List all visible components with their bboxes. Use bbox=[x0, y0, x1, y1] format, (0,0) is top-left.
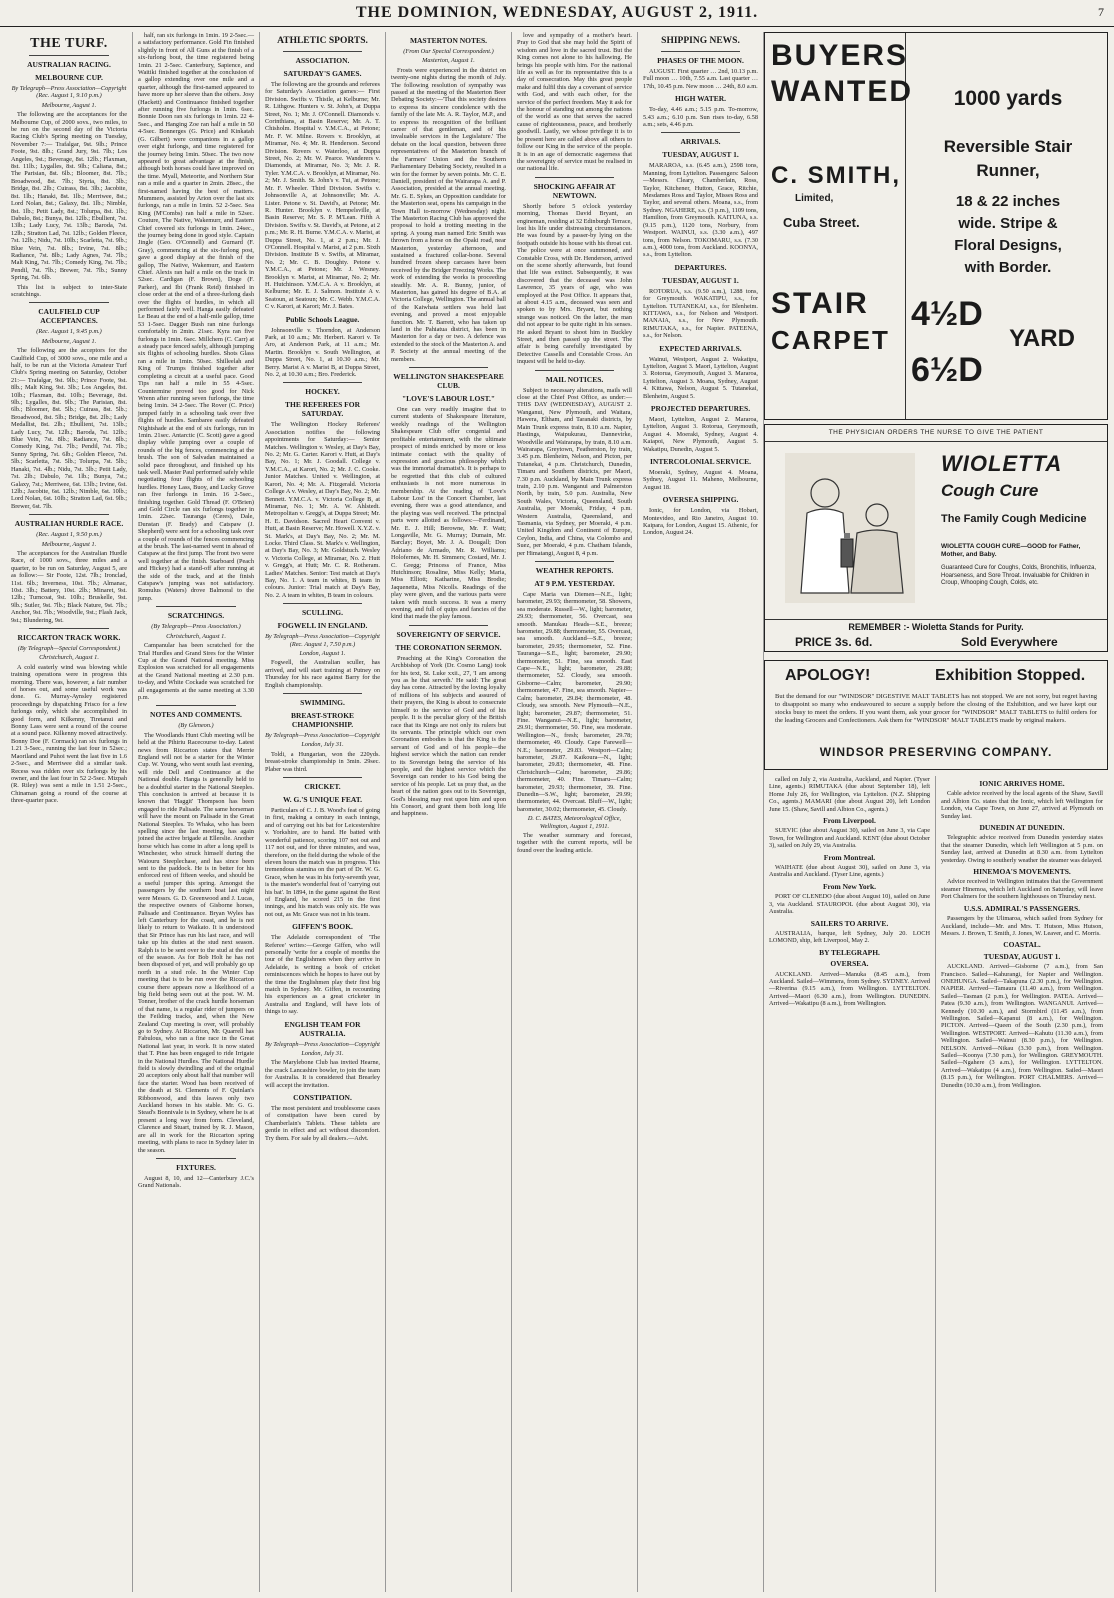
advert-limited: Limited, bbox=[795, 193, 834, 204]
advert-cuba-street: Cuba Street. bbox=[783, 215, 860, 230]
masthead bbox=[0, 0, 1114, 27]
article-body: called on July 2, via Australia, Auckland, and Napier. (Tyser Line, agents.) RIMUTAKA (due about September 18), left Home July 26, for Wellington, via Lyttelton. (N.Z. Shipping Co., agents.) MAMARI (due about August 20), left London June 15. (Shaw, Savill and Albion Co., agents.) bbox=[769, 776, 930, 813]
column-turf bbox=[6, 32, 133, 1592]
column-turf-continued bbox=[133, 32, 260, 1592]
subsection-heading: FOGWELL IN ENGLAND. bbox=[277, 621, 368, 631]
section-heading: From Liverpool. bbox=[823, 816, 876, 826]
article-body: Cape Maria van Diemen—N.E., light; barometer, 29.93; thermometer, 58. Showers, sea moderate. Russell—W., light; barometer, 29.93; thermometer, 56. Overcast, sea smooth. Manukau Heads—S.E., breeze; barometer, 29.88; thermometer, 55. Overcast, sea smooth. Auckland—S.E., breeze; barometer, 29.95; thermometer, 52. Fine. Tauranga—S.E., light; barometer, 29.90; thermometer, 51. Fine, sea smooth. East Cape—N.E., light; barometer, 29.88; thermometer, 52. Cloudy, sea smooth. Gisborne—Calm; barometer, 29.90; thermometer, 47. Fine, sea smooth. Napier—Calm; barometer, 29.84; thermometer, 48. Cloudy, sea smooth. New Plymouth—N.E., light; barometer, 29.87; thermometer, 51. Fine. Wanganui—N.E., light; barometer, 29.91; thermometer, 50. Fine, sea moderate. Wellington—N., fresh; barometer, 29.78; thermometer, 49. Cloudy. Cape Farewell—N.E.; barometer, 29.83. Westport—Calm; barometer, 29.87. Kaikoura—N., light; barometer, 29.83; thermometer, 48. Fine. Christchurch—Calm; barometer, 29.86; thermometer, 40. Fine. Timaru—Calm; barometer, 29.93; thermometer, 39. Fine. Dunedin—S.W., light; barometer, 29.99; thermometer, 44. Overcast. Bluff—W., light; barometer, 30.02; thermometer, 45. Cloudy. bbox=[517, 591, 632, 813]
signature: D. C. BATES, Meteorological Office, Wellington, August 1, 1911. bbox=[527, 815, 622, 830]
advert-exhibition: Exhibition Stopped. bbox=[935, 667, 1086, 684]
column-masterton bbox=[386, 32, 512, 1592]
article-body: Shortly before 5 o'clock yesterday morning, Thomas David Bryant, an engineman, residing at 32 Edinburgh Terrace, lost his life under distressing circumstances. He was found by a passer-by lying on the footpath outside his house with his throat cut. The police were at once summoned, and Constable Cross, with Dr. Henderson, arrived on the scene shortly afterwards, but found that life was extinct. Subsequently, it was discovered that the deceased was John Lawrence, 35 years of age, who was employed at the Post Office. It appears that, at about 4.15 a.m., deceased was seen and spoken to by Mrs. Bryant, but nothing strange was noticed. On the latter, the man did not appear to be quite right in his senses. He asked Bryant to shoot him in Buckley Street, and then passed up the street. The affair is being carefully investigated by Detective Cassells and Constable Cross. An inquest will be held to-day. bbox=[517, 202, 632, 366]
divider bbox=[156, 705, 236, 706]
article-body: Subject to necessary alterations, mails will close at the Chief Post Office, as under:— THIS DAY (WEDNESDAY), AUGUST 2. Wanganui, New Plymouth, and Waitara, Hawera, Eltham, and Taranaki districts, by Main Trunk express train, 8.10 a.m. Napier, Hastings, Waipukurau, Dannevirke, Woodville and Wairarapa, by train, 8.10 a.m. Wairarapa, Greytown, Featherston, by train, 3.45 p.m. Blenheim, Nelson, and Picton, per Tutanekai, 4 p.m. Christchurch, Dunedin, Timaru and Southern districts, per Maori, 7.30 p.m. Auckland, by Main Trunk express train, 2.10 p.m. Wanganui and Palmerston North, by train, 5.0 p.m. Australia, New South Wales, Victoria, Queensland, South Australia, per Moeraki, Friday, 4 p.m. Western Australia, Queensland, and Tasmania, via Sydney, per Moeraki, 4 p.m. United Kingdom and Continent of Europe, Ceylon, India, and China, via Colombo and Suez, per Moeraki, 4 p.m. Chatham Islands, per Himatangi, August 8, 4 p.m. bbox=[517, 386, 632, 557]
subsection-heading: HIGH WATER. bbox=[675, 94, 726, 104]
byline: By Telegraph—Press Association—Copyright (Rec. August 1, 9.10 p.m.) bbox=[11, 85, 127, 100]
advert-tagline: The Family Cough Medicine bbox=[941, 513, 1087, 525]
divider bbox=[29, 55, 109, 56]
subsection-heading: BREAST-STROKE CHAMPIONSHIP. bbox=[290, 711, 355, 730]
dateline: London, July 31. bbox=[301, 741, 344, 749]
section-heading: RICCARTON TRACK WORK. bbox=[17, 633, 121, 642]
dateline: Christchurch, August 1. bbox=[166, 632, 226, 640]
section-heading: CRICKET. bbox=[304, 782, 341, 792]
article-body: Passengers by the Ulimaroa, which sailed from Sydney for Auckland, include—Mr. and Mrs. T. Hutson, Miss Hutson, Messrs. J. Brown, T. Smith, J. Jones, W. Leaver, and C. Morris. bbox=[941, 915, 1103, 937]
article-body: One can very readily imagine that to current students of Shakespeare literature, weekly readings of the Wellington Shakespeare Club offer congenial and profitable entertainment, with the ultimate prospect of minds enriched by more or less intimate contact with the quality of expression and gracious philosophy which was the immortal dramatist's. It is perhaps to be regretted that this club of cultured enthusiasts is not more numerous in membership. At the reading of 'Love's Labour Lost' in the Concert Chamber, last evening, there was a good attendance, and the playing was well received. The principal parts were allotted as follows:—Ferdinand, Mr. E. J. Hill; Berowne, Mr. F. Watt; Longaville, Mr. G. Murray; Dumain, Mr. Barclay; Boyet, Mr. J. A. Dougall; Don Adriano de Armado, Mr. R. Williams; Holofernes, Mr. H. Simmers; Costard, Mr. J. C. Gregg; Princess of France, Miss Hutchinson; Rosaline, Miss Kelly; Maria, Miss Elliott; Katharine, Miss Brodie; Jaquenetta, Miss Nicolls. Readings of the play were given, and the various parts were taken with much success. It was a merry evening, and full of quips and fancies of the kind that made the play famous. bbox=[391, 406, 506, 621]
section-heading: IONIC ARRIVES HOME. bbox=[979, 779, 1065, 788]
article-body: Wainui, Westport, August 2. Wakatipu, Lyttelton, August 3. Maori, Lyttelton, August 3. Rotorua, Greymouth, August 3. Mararoa, Lyttelton, August 3. Moana, Sydney, August 4. Kittawa, Nelson, August 5. Tutanekai, Blenheim, August 5. bbox=[643, 355, 758, 400]
article-body: Toldi, a Hungarian, won the 220yds. breast-stroke championship in 3min. 29sec. Plaber was third. bbox=[265, 750, 380, 773]
advertisement-column bbox=[764, 32, 1108, 1592]
advert-price-1: 4½D bbox=[911, 295, 983, 333]
advert-desc: Guaranteed Cure for Coughs, Colds, Bronchitis, Influenza, Hoarseness, and Sore Throat. Invaluable for Children in Croup, Whooping Cough, Colds, etc. bbox=[941, 565, 1097, 586]
subsection-heading: Public Schools League. bbox=[285, 314, 360, 324]
byline: By Telegraph—Press Association—Copyright bbox=[265, 1040, 380, 1048]
divider bbox=[29, 302, 109, 303]
section-heading: EXPECTED ARRIVALS. bbox=[659, 343, 742, 353]
section-heading: NOTES AND COMMENTS. bbox=[150, 710, 242, 720]
article-body: AUSTRALIA, barque, left Sydney, July 20. LOCH LOMOND, ship, left Liverpool, May 2. bbox=[769, 929, 930, 945]
article-body: WAIHATE (due about August 30), sailed on June 3, via Australia and Auckland. (Tyser Line, agents.) bbox=[769, 864, 930, 879]
section-heading: WELLINGTON SHAKESPEARE CLUB. bbox=[393, 372, 504, 391]
article-body: The Marylebone Club has invited Hearne, the crack Lancashire bowler, to join the team for Australia. It is considered that Brearley will accept the invitation. bbox=[265, 1059, 380, 1089]
masthead-title: THE DOMINION, WEDNESDAY, AUGUST 2, 1911. bbox=[355, 4, 759, 21]
article-body: The weather summary and forecast, together with the current reports, will be found over the leading article. bbox=[517, 832, 632, 854]
article-body: SUEVIC (due about August 30), sailed on June 3, via Cape Town, for Wellington and Auckland. KENT (due about October 3), sailed on July 29, via Australia. bbox=[769, 827, 930, 850]
section-heading: BY TELEGRAPH. bbox=[819, 947, 880, 957]
windsor-advert bbox=[764, 660, 1108, 770]
article-body: PORT OF CLENEDO (due about August 10), sailed on June 3, via Auckland. STAUROPOL (due about August 30), via Australia. bbox=[769, 893, 930, 916]
column-athletic-sports bbox=[260, 32, 386, 1592]
dateline: Melbourne, August 1. bbox=[41, 101, 97, 109]
section-heading: FIXTURES. bbox=[176, 1162, 216, 1172]
subsection-heading: ENGLISH TEAM FOR AUSTRALIA. bbox=[284, 1019, 361, 1038]
divider bbox=[661, 51, 740, 52]
section-heading: SAILERS TO ARRIVE. bbox=[810, 918, 889, 928]
advert-buyers: BUYERS bbox=[771, 39, 909, 72]
article-body: ROTORUA, s.s. (9.50 a.m.), 1288 tons, for Greymouth. WAKATIPU, s.s., for Lyttelton. TUTANEKAI, s.s., for Blenheim. KITTAWA, s.s., for Nelson and Westport. MANAIA, s.s., for New Plymouth. RIMUTAKA, s.s., for Napier. PATEENA, s.s., for Nelson. bbox=[643, 287, 758, 340]
article-body: love and sympathy of a mother's heart. Pray to God that she may hold the Spirit of wisdom and love in the sacred trust. But the King comes not alone to his hallowing. He brings his people with him. For the national life as well as for its representative this is a day of consecration. May this great people make and fulfil this day a covenant of service with God, and with each other, for the service of the perfect freedom. May it ask for the honour of standing out among the nations of the world as one that serves the sacred cause of righteousness, peace, and brotherly goodwill. Lastly, we whose privilege it is to be present here are called above all others to follow our King in the service of the people. It is in an age of democratic eagerness that the sovereignty of service must be realised in our national life. bbox=[517, 32, 632, 173]
divider bbox=[156, 606, 236, 607]
section-heading: From Montreal. bbox=[823, 852, 876, 862]
subsection-heading: TUESDAY, AUGUST 1. bbox=[662, 275, 739, 285]
article-body: The Adelaide correspondent of 'The Referee' writes:—George Giffen, who will personally 'write for a couple of months the tour of the Englishmen when they arrive in Adelaide, is writing a book of cricket reminiscences which he hopes to have out by the time the Englishmen play their first big match in Sydney. Mr. Giffen, in recounting his experiences as a great cricketer in Australia and England, will have lots of things to say. bbox=[265, 934, 380, 1016]
article-body: AUCKLAND. Arrived—Gisborne (7 a.m.), from San Francisco. Sailed—Kahurangi, for Napier and Wellington. ONEHUNGA. Sailed—Takapuna (2.30 p.m.), for Wellington. NAPIER. Arrived—Tamaura (11.40 a.m.), from Wellington. Sailed—Tasman (2 p.m.), for Wellington. PATEA. Arrived—Patea (9.30 a.m.), from Wellington. WANGANUI. Arrived—Kennedy (10.30 a.m.), and Stormbird (11.45 a.m.), from Wellington. Sailed—Kapanui (8 a.m.), for Wellington. PICTON. Arrived—Queen of the South (2.30 p.m.), from Wellington. WESTPORT. Arrived—Kahutu (11.30 a.m.), from Wellington. Sailed—Wainui (8.30 p.m.), for Wellington. NELSON. Arrived—Nikau (3.30 p.m.), from Wellington. Sailed—Koonya (7.30 p.m.), for Wellington. GREYMOUTH. Sailed—Ngahere (3 a.m.), for Wellington. LYTTELTON. Arrived—Wakatipu (4 a.m.), from Wellington. Sailed—Maori (8.15 p.m.), for Wellington. PORT CHALMERS. Arrived—Dunedin (10.30 a.m.), from Wellington. bbox=[941, 963, 1103, 1089]
section-heading: MELBOURNE CUP. bbox=[35, 73, 103, 82]
advert-footer bbox=[765, 619, 1107, 652]
subsection-heading: OVERSEA. bbox=[830, 959, 869, 969]
columns bbox=[6, 32, 1108, 1592]
section-heading: INTERCOLONIAL SERVICE. bbox=[649, 457, 751, 467]
section-heading: CAULFIELD CUP ACCEPTANCES. bbox=[38, 307, 100, 326]
advert-price: PRICE 3s. 6d. bbox=[795, 635, 873, 649]
advert-runner: Runner, bbox=[976, 161, 1040, 180]
divider bbox=[409, 367, 488, 368]
section-heading: MAIL NOTICES. bbox=[545, 374, 604, 384]
byline: By Telegraph—Press Association—Copyright (Rec. August 1, 7.50 p.m.) bbox=[265, 633, 380, 648]
advert-wanted: WANTED bbox=[771, 75, 913, 108]
article-body: Advice received in Wellington intimates that the Government steamer Hinemoa, which left Auckland on Saturday, will leave Port Chalmers for the southern lighthouses on Thursday next. bbox=[941, 878, 1103, 901]
shipping-subcolumn-right bbox=[936, 776, 1108, 1592]
advert-stripe: wide. Stripe & bbox=[958, 215, 1058, 232]
section-heading: MASTERTON NOTES. bbox=[409, 36, 488, 45]
subsection-heading: AT 9 P.M. YESTERDAY. bbox=[534, 579, 615, 588]
advert-yards: 1000 yards bbox=[953, 87, 1063, 110]
advert-header: THE PHYSICIAN ORDERS THE NURSE TO GIVE THE PATIENT bbox=[765, 425, 1107, 442]
shipping-heading: SHIPPING NEWS. bbox=[661, 36, 740, 46]
advert-stair: STAIR bbox=[771, 287, 869, 320]
advert-carpet: CARPET bbox=[771, 325, 890, 355]
sports-heading: ATHLETIC SPORTS. bbox=[277, 36, 368, 46]
advert-smith: C. SMITH, bbox=[771, 162, 901, 189]
subsection-heading: THE CORONATION SERMON. bbox=[395, 642, 502, 652]
article-body: The most persistent and troublesome cases of constipation have been cured by Chamberlain's Tablets. These tablets are gentle in effect and act without discomfort. Try them. For sale by all dealers.—Advt. bbox=[265, 1105, 380, 1142]
article-body: The following are the acceptors for the Caulfield Cup, of 3000 sovs., one mile and a half, to be run at the Victoria Amateur Turf Club's Spring meeting on Saturday, October 21:— Trafalgar, 9st. 9lb.; Prince Foote, 9st. 8lb.; Malt King, 9st. 3lb.; Los Angeles, 8st. 10lb.; Flaxman, 8st. 10lb.; Beverage, 8st. 9lb.; Lygalles, 8st. 9lb.; The Parisian, 8st. 6lb.; Bloomer, 8st. 5lb.; Cuirass, 8st. 5lb.; Broadwood, 8st. 5lb.; Bridge, 8st. 2lb.; Lady Medallist, 8st. 2lb.; Ebullient, 7st. 13lb.; Lady Lucy, 7st. 12lb.; Baroda, 7st. 12lb.; Blue Vein, 7st. 8lb.; Radiance, 7st. 8lb.; Comedy King, 7st. 7lb.; Pendil, 7st. 7lb.; Sunny Spring, 7st. 6lb.; Golden Fleece, 7st. 5lb.; Scarletta, 7st. 5lb.; Tolurpa, 7st. 5lb.; Hanaki, 7st. 4lb.; Nidu, 7st. 3lb.; Petit Lady, 7st. 2lb.; Dabulo, 7st. 1lb.; Bunya, 7st.; Galaxy, 7st.; Merriwee, 6st. 13lb.; Irvine, 6st. 12lb.; Jacobite, 6st. 12lb.; Nimble, 6st. 10lb.; Lord Nolan, 6st. 10lb.; Stratton Lad, 6st. 9lb.; Brewer, 6st. 7lb. bbox=[11, 347, 127, 510]
article-body: Preaching at the King's Coronation the Archbishop of York (Dr. Cosmo Lang) took for his text, St. Luke xxii., 27, 'I am among you as he that serveth.' He said: The great day has come. Attracted by the loving loyalty of millions of his subjects and assured of their prayers, the King is about to consecrate himself to the service of God and of his people. It is the peculiar glory of the British race that its Kings are not only its rulers but its servants. The principle which our own Coronation embodies is that the King is the servant of God and of his people—the highest service which the nation can render to its Sovereign being the service of his people, and the highest service which the Sovereign can render to his God being the service of his people. Let us pray that, as the heart of the nation goes out to its Sovereign, God's blessing may rest upon him and upon his Consort, and grant them both long life and happiness. bbox=[391, 654, 506, 818]
shipping-subcolumns bbox=[764, 776, 1108, 1592]
nurse-illustration bbox=[785, 453, 915, 603]
section-heading: OVERSEA SHIPPING. bbox=[662, 495, 739, 505]
byline: (By Gleneon.) bbox=[178, 722, 214, 730]
article-body: Campanular has been scratched for the Trial Hurdles and Grand Sires for the Winter Cup at the Grand National meeting. Miss Explosion was scratched for all engagements at the Grand National meeting at 2.30 p.m. to-day, and White Cockade was scratched for all engagements at the same meeting at 3.30 p.m. bbox=[138, 642, 254, 701]
section-heading: HOCKEY. bbox=[305, 387, 340, 397]
article-body: The Woodlands Hunt Club meeting will be held at the Pihiriu Racecourse to-day. Latest news from Riccarton states that Merrie England will not be a starter for the Winter Cup. W. Young, who went south last evening, will ride Dell and Continuance at the National double. Hanga is generally held to be a doubtful starter in the National Steeples. This conclusion is arrived at because it is known that 'Haggit' Thompson has been engaged to ride Palisade. The same horseman will have the mount on Palisade in the Great National Steeples. To Whaka, who has been spelling since the last meeting, has again joined the active brigade at Ellerslie. Another horse which has come in after a long spell is Winchester, who struck himself during the Waiouru Steeplechase, and has since been sent to the paddock. He is in better for his enforced rest of fifteen weeks, and should be a useful jumper this spring. Amongst the passengers by the southern boat last night were Messrs. G. D. Greenwood and J. Lucas, the respective owners of Gisborne horses, Palisade and Continuance. Bryan Wyles has left Canterbury for the coast, and he is not likely to return to Waikato. It is understood that Sir Prince has run his last race, and will take up his duties at the stud next season. Ralph is to be sent over to the stud at the end of the season. As for Bob Holt he has not been disposed of yet, and will probably go up north in a stud role. In the Winter Cup meeting that is to be run over the Riccarton course there appears now a likelihood of a big field being seen out at the post. W. M. Tonner, brother of the crack hurdle horseman of that name, is a regular rider of jumpers on the Feilding tracks, and, when the New Zealand Cup meeting is over, will probably go to Sydney. At Riccarton, Mr. Quarrell has Fabulous, who ran a fine race in the Great National last year, in work. It is now stated that T. Pine has been engaged to ride Irrigate in the National Hurdles. The National Hurdle field is slowly dwindling and of the original 20 acceptors only about half that number will face the starter. Wood has been received of the death at St. Clements of F. Quinlan's Ribbonwood, and this leaves only two Auckland horses in his stable. Mr. G. G. Stead's Bonnivale is in Sydney, where he is at present a long way from form. Cleveland, Clarence and Stuart, trained by R. J. Mason, are all in work for the Riccarton spring meeting, with plans to race in Sydney later in the season. bbox=[138, 731, 254, 1154]
section-heading: WEATHER REPORTS. bbox=[535, 566, 614, 575]
advert-company: WINDSOR PRESERVING COMPANY. bbox=[819, 745, 1053, 759]
section-heading: ASSOCIATION. bbox=[295, 56, 350, 65]
divider bbox=[29, 628, 109, 629]
section-heading: SOVEREIGNTY OF SERVICE. bbox=[396, 629, 501, 639]
article-body: AUCKLAND. Arrived—Manuka (8.45 a.m.), from Auckland. Sailed—Wimmera, from Sydney. SYDNEY. Arrived—Riverina (9.15 a.m.), from Wellington. LYTTELTON. Arrived—Maori (6.30 a.m.), from Wellington. DUNEDIN. Arrived—Wakatipu (8 a.m.), from Wellington. bbox=[769, 970, 930, 1008]
section-heading: AUSTRALIAN HURDLE RACE. bbox=[14, 519, 124, 529]
stair-carpet-advert bbox=[764, 32, 1108, 420]
article-body: The acceptances for the Australian Hurdle Race, of 1000 sovs., three miles and a quarter, to be run on Saturday, August 5, are as follow:— Sir Foote, 12st. 7lb.; Ironclad, 11st. 6lb.; Inverness, 10st. 7lb.; Almanac, 10st. 3lb.; Battery, 10st. 2lb.; Minaret, 9st. 12lb.; Turncoat, 9st. 10lb.; Bruskelle, 9st. 9lb.; Sutler, 9st. 7lb.; Black Nature, 9st. 7lb.; Anchor, 9st. 7lb.; Woodville, 9st.; Flash Jack, 9st.; Blundering, 9st. bbox=[11, 549, 127, 624]
advert-sub: WIOLETTA COUGH CURE—GOOD for Father, Mother, and Baby. bbox=[941, 543, 1081, 558]
advert-runner-type: Reversible Stair bbox=[943, 137, 1073, 156]
advert-apology: APOLOGY! bbox=[785, 667, 871, 684]
subsection-heading: PHASES OF THE MOON. bbox=[657, 56, 744, 65]
subsection-heading: GIFFEN'S BOOK. bbox=[292, 922, 353, 932]
subsection-heading: CONSTIPATION. bbox=[293, 1093, 352, 1103]
advert-body: But the demand for our "WINDSOR" DIGESTIVE MALT TABLETS has not stopped. We are not sorry, but regret having to disappoint so many who endeavoured to secure a supply before the closing of the Exhibition, and we have kept our stocks busy to meet the orders. If you want them, ask your grocer for "WINDSOR" MALT TABLETS to fulfil orders for the leading Grocers and Confectioners. Ask them for "WINDSOR" MALT TABLETS made by original makers. bbox=[775, 693, 1097, 724]
turf-heading: THE TURF. bbox=[30, 36, 108, 51]
divider bbox=[156, 1158, 236, 1159]
byline: By Telegraph—Press Association—Copyright bbox=[265, 732, 380, 740]
article-body: To-day, 4.46 a.m.; 5.15 p.m. To-morrow, 5.43 a.m.; 6.10 p.m. Sun rises to-day, 6.58 a.m.; sets, 4.46 p.m. bbox=[643, 106, 758, 129]
article-body: Frosts were experienced in the district on twenty-one nights during the month of July. The following resolution of sympathy was passed at the meeting of the Masterton Beer Debating Society:—'That this society desires to express its sincere condolence with the family of the late Mr. A. R. Taylor, M.P., and to express its recognition of the brilliant career of that gentleman, and of his invaluable services in the Legislature.' The debate on the local question, between three representatives of the Masterton branch of the Farmers' Union and the Southern Parliamentary Debating Society, resulted in a win for the former by seven points. Mr. C. E. Daniell, president of the Wairarapa A. and P. Association, presided at the annual meeting. Mr. G. E. Sykes, an Opposition candidate for the Masterton seat, opens his campaign in the Town Hall to-morrow (Wednesday) night. The Masterton Racing Club has approved the proposal to hold a trotting meeting in the spring. A young man named Eric Smith was thrown from a horse on the Opaki road, near Masterton, yesterday afternoon, and sustained a fractured collar-bone. Several hundred frozen sheep carcases have been received by the Bridger Freezing Works. The work of extending the works is proceeding steadily. Mr. A. R. Bunny, junior, of Masterton, has gained his degree of B.A. at Victoria College, Wellington. The annual ball of the Kaiwhata settlers was held last evening, and proved a most enjoyable function. Mr. T. Barrett, who has taken up land in the Pahiatua district, has been in Masterton for a day or two. A defence was extended to the stock of the Masterton A. and P. Society at the annual meeting of the members. bbox=[391, 66, 506, 363]
byline: (By Telegraph—Press Association.) bbox=[151, 623, 241, 631]
divider bbox=[283, 51, 362, 52]
dateline: London, July 31. bbox=[301, 1050, 344, 1058]
divider bbox=[283, 693, 362, 694]
shipping-subcolumn-left bbox=[764, 776, 936, 1592]
advert-remember: REMEMBER :- Wioletta Stands for Purity. bbox=[848, 622, 1024, 632]
subsection-heading: "LOVE'S LABOUR LOST." bbox=[401, 394, 495, 404]
section-heading: SWIMMING. bbox=[300, 698, 345, 708]
advert-sold: Sold Everywhere bbox=[961, 635, 1058, 649]
article-body: Telegraphic advice received from Dunedin yesterday states that the steamer Dunedin, which left Wellington at 5 p.m. on Sunday last, arrived at Dunedin at 8.30 a.m. from Lyttelton yesterday. Owing to southerly weather the steamer was delayed. bbox=[941, 834, 1103, 864]
byline: (Rec. August 1, 9.50 p.m.) bbox=[36, 531, 102, 539]
advert-product: Cough Cure bbox=[941, 481, 1039, 500]
article-body: The following are the grounds and referees for Saturday's Association games:— First Division. Swifts v. Thistle, at Kelburne; Mr. R. Lithgow. Hunters v. St. John's, at Duppa Street, No. 1; Mr. J. O'Connell. Diamonds v. Corinthians, at Basin Reserve; Mr. A. T. Chisholm. Hospital v. Y.M.C.A., at Petone; Mr. F. W. Milne. Rovers v. Brooklyn, at Miramar, No. 4; Mr. R. Henderson. Second Division. Rovers v. Waterloo, at Duppa Street, No. 2; Mr. W. Pearce. Wanderers v. Diamonds, at Miramar, No. 3; Mr. J. R. Tyler. Y.M.C.A. v. Brooklyn, at Miramar, No. 2; Mr. J. Smith. St. John's v. Tui, at Petone; Mr. F. Wheeler. Third Division. Swifts v. Johnsonville A, at Johnsonville; Mr. A. Lister. Petone v. St. David's, at Petone; Mr. R. Hunter. Brooklyn v. Hempelsville, at Basin Reserve; Mr. S. P. M'Lean. Fifth A Division. Swifts v. St. David's, at Petone, at 2 p.m.; Mr. R. H. Burne. Y.M.C.A. v. Marist, at Duppa Street, No. 1, at 2 p.m.; Mr. J. O'Connell. Hospital v. Marist, at 2 p.m. Sixth Division. Institute B v. Swifts, at Miramar, No. 2; Mr. C. B. Doughty. Petone v. Y.M.C.A., at Petone; Mr. J. Wesney. Brooklyn v. Marist, at Miramar, No. 2; Mr. H. Hutchinson. Y.M.C.A. A v. Brooklyn, at Kelburne; Mr. E. J. Salmon. Institute A v. Seatoun, at Seatoun; Mr. C. Webb. Y.M.C.A. C v. Karori, at Karori; Mr. J. Bates. bbox=[265, 81, 380, 311]
column-news bbox=[512, 32, 638, 1592]
section-heading: DUNEDIN AT DUNEDIN. bbox=[979, 823, 1065, 833]
advert-brand: WIOLETTA bbox=[941, 451, 1063, 476]
article-body: The following are the acceptances for the Melbourne Cup, of 2000 sovs., two miles, to be run on the second day of the Victoria Racing Club's Spring meeting on Tuesday, November 7:— Trafalgar, 9st. 9lb.; Prince Foote, 9st. 8lb.; Grand Jury, 9st. 7lb.; Los Angeles, 9st.; Beverage, 8st. 12lb.; Flaxman, 8st. 11lb.; Lygalles, 8st. 9lb.; Caliana, 8st.; The Parisian, 8st. 6lb.; Bloomer, 8st. 7lb.; Broadwood, 8st. 7lb.; Styria, 8st. 3lb.; Bridge, 8st. 2lb.; Cuirass, 8st. 3lb.; Jacobite, 8st. 1lb.; Hanaki, 8st. 1lb.; Merriwee, 8st.; Lord Nolan, 8st.; Galaxy, 8st. 1lb.; Nimble, 8st. 1lb.; Petit Lady, 8st.; Tolurpa, 8st. 1lb.; Dabulo, 8st.; Bunya, 8st. 12lb.; Ebullient, 7st. 13lb.; Lady Lucy, 7st. 13lb.; Baroda, 7st. 12lb.; Stratton Lad, 7st. 12lb.; Golden Fleece, 7st. 12lb.; Nidu, 7st. 10lb.; Scarletta, 7st. 9lb.; Blue Vein, 7st. 8lb.; Irvine, 7st. 8lb.; Radiance, 7st. 8lb.; Lady Agnes, 7st. 7lb.; Malt King, 7st. 7lb.; Comedy King, 7st. 7lb.; Pendil, 7st. 7lb.; Brewer, 7st. 7lb.; Sunny Spring, 7st. 6lb. bbox=[11, 111, 127, 282]
column-shipping bbox=[638, 32, 764, 1592]
divider bbox=[29, 514, 109, 515]
article-body: Fogwell, the Australian sculler, has arrived, and will start training at Putney on Thursday for his race against Barry for the English championship. bbox=[265, 659, 380, 689]
dateline: Christchurch, August 1. bbox=[39, 654, 99, 662]
article-body: Johnsonville v. Thorndon, at Anderson Park, at 10 a.m.; Mr. Herbert. Karori v. Te Aro, at Anderson Park, at 11 a.m.; Mr. Martin. Brooklyn v. South Wellington, at Duppa Street, No. 1, at 10.30 a.m.; Mr. Berry. Marist A v. Marist B, at Duppa Street, No. 2, at 10.30 a.m.; Bro. Frederick. bbox=[265, 326, 380, 379]
subsection-heading: THE REFEREES FOR SATURDAY. bbox=[284, 400, 360, 419]
advert-price-2: 6½D bbox=[911, 351, 983, 389]
advert-price-unit: YARD bbox=[1009, 325, 1075, 352]
article-body: This list is subject to inter-State scratchings. bbox=[11, 283, 127, 298]
byline: (By Telegraph—Special Correspondent.) bbox=[17, 645, 121, 652]
section-heading: From New York. bbox=[822, 881, 877, 891]
dateline: Masterton, August 1. bbox=[422, 57, 475, 65]
section-heading: PROJECTED DEPARTURES. bbox=[650, 404, 751, 413]
article-body: Particulars of C. J. B. Wood's feat of going in first, making a century in each innings, and of carrying out his bat for Leicestershire v. Yorkshire, are to hand. He batted with wonderful patience, scoring 107 not out and 117 not out, and for three minutes, and was, therefore, on the field during the whole of the eleven hours the match was in progress. This tremendous stamina on the part of Dr. W. G. Grace, when he was in his forty-seventh year, is the master's wonderful feat of 'carrying out his bat'. In 1894, in the game against the Rest of England, he scored 215 in the first innings, and his match was only six. He was not out, as Mr. Grace was not in his team. bbox=[265, 807, 380, 918]
article-body: Maori, Lyttelton, August 2. Mararoa, Lyttelton, August 3. Rotorua, Greymouth, August 4. Moeraki, Sydney, August 4. Kaiapoi, New Plymouth, August 5. Wakatipu, Dunedin, August 5. bbox=[643, 416, 758, 453]
section-heading: SHOCKING AFFAIR AT NEWTOWN. bbox=[533, 181, 616, 200]
advert-width: 18 & 22 inches bbox=[955, 193, 1061, 210]
article-body: August 8, 10, and 12—Canterbury J.C.'s Grand Nationals. bbox=[138, 1174, 254, 1190]
page-number: 7 bbox=[1098, 5, 1104, 19]
section-heading: COASTAL. bbox=[1003, 940, 1041, 950]
section-heading: SCULLING. bbox=[301, 608, 344, 618]
section-heading: DEPARTURES. bbox=[674, 262, 727, 272]
section-heading: AUSTRALIAN RACING. bbox=[27, 60, 111, 69]
advert-border: with Border. bbox=[964, 259, 1052, 276]
article-body: MARAROA, s.s. (6.45 a.m.), 2598 tons, Manning, from Lyttelton. Passengers: Saloon—Messrs. Cleary, Chamberlain, Ross, Taylor, Kitchener, Hutton, Grace, Ritchie, Mesdames Ross and Taylor, Misses Ross and Taylor, and several others. Moana, s.s., from Sydney. NGAHERE, s.s. (3 p.m.), 1109 tons, Hamilton, from Greymouth. KAITUNA, s.s. (9.15 p.m.), 1120 tons, Norbury, from Westport. WAINUI, s.s. (3.30 a.m.), 497 tons, from Nelson. TOKOMARU, s.s. (7.30 a.m.), 4000 tons, from Auckland. KOONYA, s.s., from Lyttelton. bbox=[643, 162, 758, 259]
subsection-heading: SATURDAY'S GAMES. bbox=[283, 69, 362, 78]
divider bbox=[535, 370, 614, 371]
divider bbox=[535, 177, 614, 178]
divider bbox=[535, 561, 614, 562]
divider bbox=[283, 603, 362, 604]
article-body: Cable advice received by the local agents of the Shaw, Savill and Albion Co. states that the Ionic, which left Wellington for London, via Cape Town, on June 27, arrived at Plymouth on Sunday last. bbox=[941, 790, 1103, 820]
dateline: Melbourne, August 1. bbox=[41, 337, 97, 345]
article-body: half, ran six furlongs in 1min. 19 2-5sec.—a satisfactory performance. Gold Fin finished slightly in front of All Guns at the finish of a six-furlong bout, the time registered being 1min. 21 2-5sec. Canterbury, Sapience, and Waitiki finished together at the conclusion of a gallop extending over one mile and a quarter, although the first-named appeared to have more up her sleeve than the others. Josy (Hackett) and Continuance finished together after running five furlongs in 1min. 6sec. Bonnie Doon ran six furlongs in 1min. 22 4-5sec., and Hanging Zoe ran half a mile in 50 4-5sec. Bonnerges (G. Price) and Kinkatah (G. Gilbert) were companions in a gallop over eight furlongs, and time registered for the journey being 1min. 50sec. The two now appeared to great advantage at the finish, although both horses could have improved on the time. Myall, Meteorite, and Northern Star ran a mile and a quarter in 2min. 28sec., the first-named having the best of matters. Mummers, assisted by Arion over the last six furlongs, ran a mile in 1min. 52 2-5sec. Sea King (M'Combs) ran half a mile in 52sec. Couture, The Native, Wakemurr, and Eastern Chief covered six furlongs in 1min. 24sec., the journey being done in good style. Captain Jingle (Geo. O'Connell) and Gurnard (F. Gray), commencing at the six-furlong post, gave a good display at the finish of the gallop, The Native, Wakemurr, and Eastern Chief. Alexis ran half a mile on the track in 52sec. Cardigan (F. Brown), Doge (F. Parker), and Ibi (Frank Reid) finished in close order at the end of a three-furlong dash over the flights of hurdles, in which all performed fairly well. Hanga easily defeated Le Beau at the end of a half-mile gallop, time 53 1-5sec. Dagger Bush ran nine furlongs comfortably in 2min. 21sec. Kyra ran five furlongs in 1min. 6sec. Millchem (C. Carr) at a steady pace fenced safely, although jumping six flights of schooling hurdles. Shots Glass ran a mile in 1min. 50sec. Shilleelah and King of Trumps finished together after completing a circuit at a useful pace. Good Tips ran half a mile in 55 4-5sec. Countermine proved too good for Nick Wrenn after running seven furlongs, the time being 1min. 34 2-5sec. The Rover (C. Price) jumped fairly in a schooling task over five flights of hurdles. Sambaree easily defeated Nightshade at the end of six furlongs, run in 1min. 21sec. Antarctic (C. Scott) gave a good display while jumping over a couple of rounds of the big fences, commencing at the brush. The son of Salvadan maintained a solid pace throughout, and finished up his task well. Master Paul performed safely while negotiating four flights of the schooling hurdles. Honey Lass, Buoy, and Lucky Grove ran five furlongs in 1min. 16 2-5sec., finishing together. Gold Thread (F. O'Brien) and Gold Circle ran six furlongs together in 1min. 22sec. Tauranga (Ceres), Dale, Dunstan (F. Brady) and Catspaw (J. Shepherd) were sent for a schooling task over a couple of rounds of the fences commencing at the brush. The last-named went in ahead of Catspaw at the first jump. The front two were well together at the finish. Starboard (Peach and Hickey) had a stand-off after running at the side of the track, and at the finish Catspaw's jumping was not satisfactory. Romulus (Waters) drove Balmoral to the jump. bbox=[138, 32, 254, 602]
byline: (Rec. August 1, 9.45 p.m.) bbox=[36, 328, 102, 336]
article-body: A cold easterly wind was blowing while training operations were in progress this morning. There was, however, a fair number of horses out, and some useful work was done. G. Murray-Aynsley registered proceedings by dispatching Frisco for a few furlongs only, which she accomplished in good form, and Kilkenny, Tiretanui and Bonny Lass were sent a round of the course at a sound pace. Kilkenny moved attractively. Bonny Doe (F. Cormack) ran six furlongs in 1.21 3-5sec., running the last four in 52sec.; Maoriland and Puhoi went the last five in 1.6 2-5sec., and Merriwee did a similar task. Recess was ridden over six furlongs by his owner, and the last four in 52 2-5sec. Mizpah (R. Riley) was sent a mile in 1.51 2-5sec., Chinaman going a round of the course at three-quarter pace. bbox=[11, 663, 127, 805]
advert-floral: Floral Designs, bbox=[954, 237, 1062, 254]
dateline: Melbourne, August 1. bbox=[41, 540, 97, 548]
article-body: Moeraki, Sydney, August 4. Moana, Sydney, August 11. Maheno, Melbourne, August 18. bbox=[643, 469, 758, 491]
section-heading: U.S.S. ADMIRAL'S PASSENGERS. bbox=[963, 903, 1081, 913]
divider bbox=[283, 777, 362, 778]
article-body: AUGUST. First quarter … 2nd, 10.13 p.m. Full moon … 10th, 7.55 a.m. Last quarter … 17th, 10.45 p.m. New moon … 24th, 8.0 a.m. bbox=[643, 68, 758, 90]
divider bbox=[283, 382, 362, 383]
article-body: The Wellington Hockey Referees' Association notifies the following appointments for Saturday:— Senior Matches. Wellington v. Wesley, at Day's Bay, No. 2; Mr. G. Carter. Karori v. Hutt, at Day's Bay, No. 1; Mr. J. Goodall. College v. Y.M.C.A., at Karori, No. 2; Mr. J. C. Cooke. Junior Matches. United v. Wellington, at Karori, No. 4; Mr. A. Fitzgerald. Victoria College A v. Wesley, at Day's Bay, No. 2; Mr. Bennett. Y.M.C.A. v. Victoria College B, at Miramar, No. 1; Mr. A. W. Ahlstedt. Metropolitan v. Gregg's, at Duppa Street; Mr. H. E. Davidson. Sacred Heart Convent v. Hutt, at Basin Reserve; Mr. Howell. X.Y.Z. v. St. Mark's, at Day's Bay, No. 2; Mr. M. Locke. Third Class. St. Mark's v. Wellington, at Day's Bay, No. 3; Mr. Goldstuch. Wesley v. Victoria College, at Miramar, No. 2. Hutt v. Gregg's, at Hutt; Mr. C. R. Rotheram. Ladies' Matches. Senior: Test match at Day's Bay, No. 1. A team in whites, B team in colours. Junior: Trial match at Day's Bay, No. 2. A team in whites, B team in colours. bbox=[265, 421, 380, 599]
section-heading: ARRIVALS. bbox=[680, 137, 721, 147]
subsection-heading: TUESDAY, AUGUST 1. bbox=[983, 951, 1061, 961]
section-heading: SCRATCHINGS. bbox=[167, 611, 225, 621]
divider bbox=[409, 625, 488, 626]
wioletta-advert bbox=[764, 424, 1108, 652]
dateline: London, August 1. bbox=[299, 650, 346, 657]
section-heading: HINEMOA'S MOVEMENTS. bbox=[973, 867, 1071, 877]
subsection-heading: W. G.'S UNIQUE FEAT. bbox=[282, 795, 363, 805]
divider bbox=[661, 132, 740, 133]
byline: (From Our Special Correspondent.) bbox=[403, 48, 494, 55]
subsection-heading: TUESDAY, AUGUST 1. bbox=[662, 150, 739, 160]
article-body: Ionic, for London, via Hobart, Montevideo, and Rio Janeiro, August 10. Kaipara, for London, August 15. Athenic, for London, August 24. bbox=[643, 507, 758, 537]
